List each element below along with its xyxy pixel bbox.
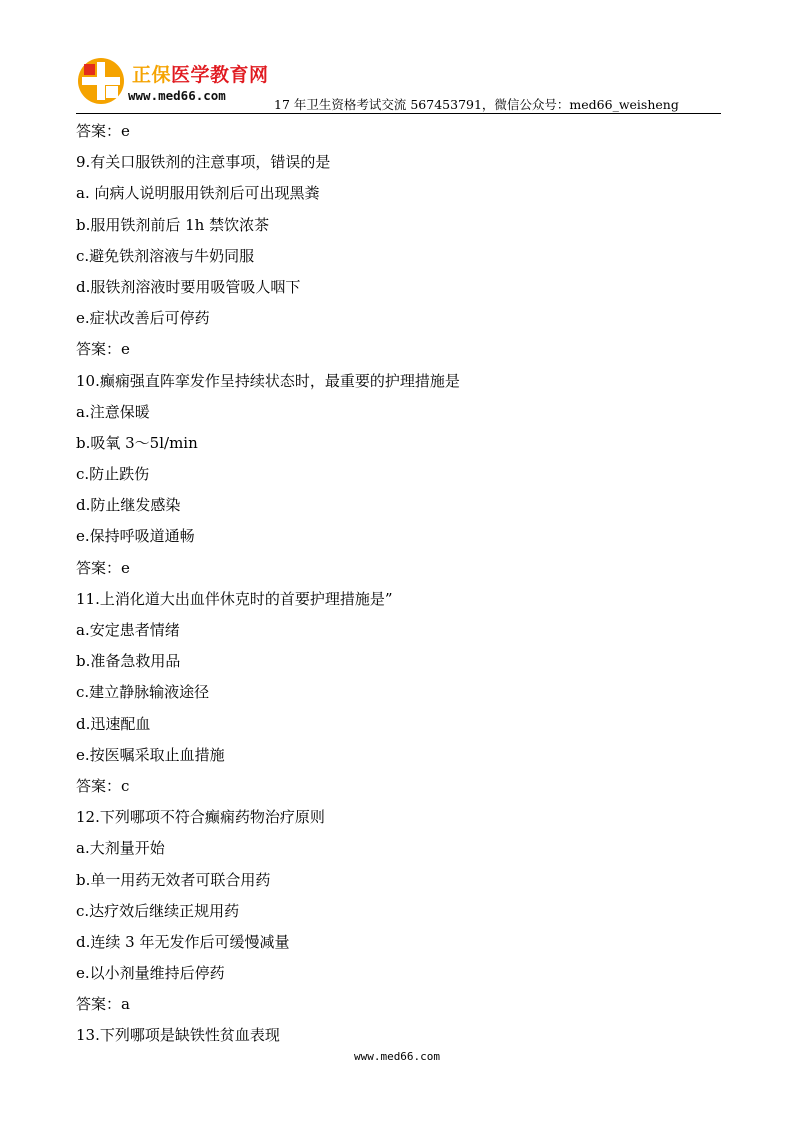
answer-line: 答案：e — [76, 558, 130, 577]
option-line: a. 向病人说明服用铁剂后可出现黑粪 — [76, 184, 320, 203]
option-line: b.服用铁剂前后 1h 禁饮浓茶 — [76, 215, 270, 234]
option-line: a.大剂量开始 — [76, 839, 165, 858]
contact-info: 17 年卫生资格考试交流 567453791，微信公众号：med66_weisheng — [274, 97, 679, 112]
option-line: c.达疗效后继续正规用药 — [76, 901, 240, 920]
option-line: c.防止跌伤 — [76, 465, 150, 484]
question-12: 12.下列哪项不符合癫痫药物治疗原则 — [76, 808, 325, 827]
brand-name — [132, 60, 269, 87]
brand-main: 正保 — [132, 64, 172, 86]
answer-line: 答案：e — [76, 340, 130, 359]
option-line: d.防止继发感染 — [76, 496, 181, 515]
option-line: b.单一用药无效者可联合用药 — [76, 870, 271, 889]
option-line: b.吸氧 3～5l/min — [76, 433, 198, 452]
brand-sub: 医学教育网 — [171, 64, 269, 86]
med66-logo-icon — [76, 56, 126, 106]
option-line: e.保持呼吸道通畅 — [76, 527, 195, 546]
option-line: a.注意保暖 — [76, 402, 150, 421]
page-header — [76, 52, 721, 114]
option-line: e.按医嘱采取止血措施 — [76, 745, 225, 764]
question-11: 11.上消化道大出血伴休克时的首要护理措施是” — [76, 589, 393, 608]
option-line: b.准备急救用品 — [76, 652, 181, 671]
option-line: d.连续 3 年无发作后可缓慢减量 — [76, 932, 290, 951]
question-10: 10.癫痫强直阵挛发作呈持续状态时，最重要的护理措施是 — [76, 371, 460, 390]
option-line: a.安定患者情绪 — [76, 621, 180, 639]
question-9: 9.有关口服铁剂的注意事项，错误的是 — [76, 153, 331, 172]
answer-line: 答案：c — [76, 776, 130, 795]
option-line: e.以小剂量维持后停药 — [76, 964, 225, 983]
header-divider — [76, 113, 721, 114]
answer-line: 答案：e — [76, 122, 130, 140]
option-line: c.避免铁剂溶液与牛奶同服 — [76, 246, 255, 265]
site-url: www.med66.com — [128, 88, 226, 103]
option-line: e.症状改善后可停药 — [76, 309, 210, 328]
option-line: d.迅速配血 — [76, 714, 151, 733]
question-content — [76, 116, 721, 1052]
option-line: c.建立静脉输液途径 — [76, 683, 210, 702]
option-line: d.服铁剂溶液时要用吸管吸人咽下 — [76, 277, 301, 296]
question-13: 13.下列哪项是缺铁性贫血表现 — [76, 1026, 280, 1045]
answer-line: 答案：a — [76, 995, 130, 1014]
footer-url: www.med66.com — [353, 1050, 441, 1063]
